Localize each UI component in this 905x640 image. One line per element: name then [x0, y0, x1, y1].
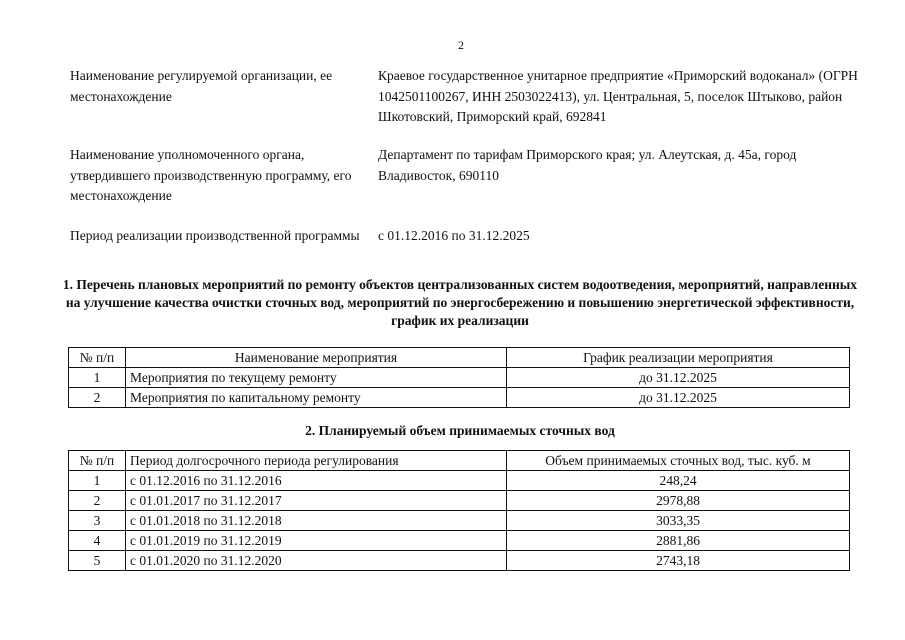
measure-schedule: до 31.12.2025	[507, 368, 850, 388]
header-cell: Период долгосрочного периода регулирования	[126, 451, 507, 471]
period: с 01.01.2019 по 31.12.2019	[126, 531, 507, 551]
volume: 2978,88	[507, 491, 850, 511]
header-cell: Объем принимаемых сточных вод, тыс. куб. м	[507, 451, 850, 471]
volume: 2743,18	[507, 551, 850, 571]
period: с 01.12.2016 по 31.12.2016	[126, 471, 507, 491]
header-cell: График реализации мероприятия	[507, 348, 850, 368]
header-cell: № п/п	[69, 451, 126, 471]
table-header-row	[69, 451, 850, 471]
period: с 01.01.2018 по 31.12.2018	[126, 511, 507, 531]
row-number: 2	[69, 388, 126, 408]
page-number: 2	[458, 38, 464, 52]
measure-schedule: до 31.12.2025	[507, 388, 850, 408]
header-cell: Наименование мероприятия	[126, 348, 507, 368]
info-value: Краевое государственное унитарное предприятие «Приморский водоканал» (ОГРН 1042501100267, ИНН 2503022413), ул. Центральная, 5, поселок Штыково, район Шкотовский, Приморский край, 692841	[378, 68, 858, 124]
row-number: 1	[69, 368, 126, 388]
info-value: Департамент по тарифам Приморского края; ул. Алеутская, д. 45а, город Владивосток, 690110	[378, 147, 797, 183]
measure-name: Мероприятия по капитальному ремонту	[126, 388, 507, 408]
info-label: Наименование регулируемой организации, ее местонахождение	[70, 68, 333, 104]
header-cell: № п/п	[69, 348, 126, 368]
volume: 248,24	[507, 471, 850, 491]
row-number: 1	[69, 471, 126, 491]
table-row	[69, 388, 850, 408]
table-row	[69, 491, 850, 511]
section2-title: 2. Планируемый объем принимаемых сточных вод	[305, 423, 615, 438]
section1-title: 1. Перечень плановых мероприятий по ремонту объектов централизованных систем водоотведения, мероприятий, направленных на улучшение качества очистки сточных вод, мероприятий по энергосбережению и повышению энергетической эффективности, график их реализации	[62, 277, 858, 328]
row-number: 4	[69, 531, 126, 551]
measure-name: Мероприятия по текущему ремонту	[126, 368, 507, 388]
table-row	[69, 551, 850, 571]
table-row	[69, 531, 850, 551]
info-label: Наименование уполномоченного органа, утвердившего производственную программу, его местонахождение	[70, 147, 352, 203]
period: с 01.01.2020 по 31.12.2020	[126, 551, 507, 571]
volume-table	[68, 450, 850, 571]
row-number: 3	[69, 511, 126, 531]
info-label: Период реализации производственной программы	[70, 228, 360, 243]
table-header-row	[69, 348, 850, 368]
info-value: с 01.12.2016 по 31.12.2025	[378, 228, 530, 243]
volume: 3033,35	[507, 511, 850, 531]
measures-table	[68, 347, 850, 408]
period: с 01.01.2017 по 31.12.2017	[126, 491, 507, 511]
table-row	[69, 511, 850, 531]
table-row	[69, 368, 850, 388]
table-row	[69, 471, 850, 491]
row-number: 2	[69, 491, 126, 511]
row-number: 5	[69, 551, 126, 571]
volume: 2881,86	[507, 531, 850, 551]
